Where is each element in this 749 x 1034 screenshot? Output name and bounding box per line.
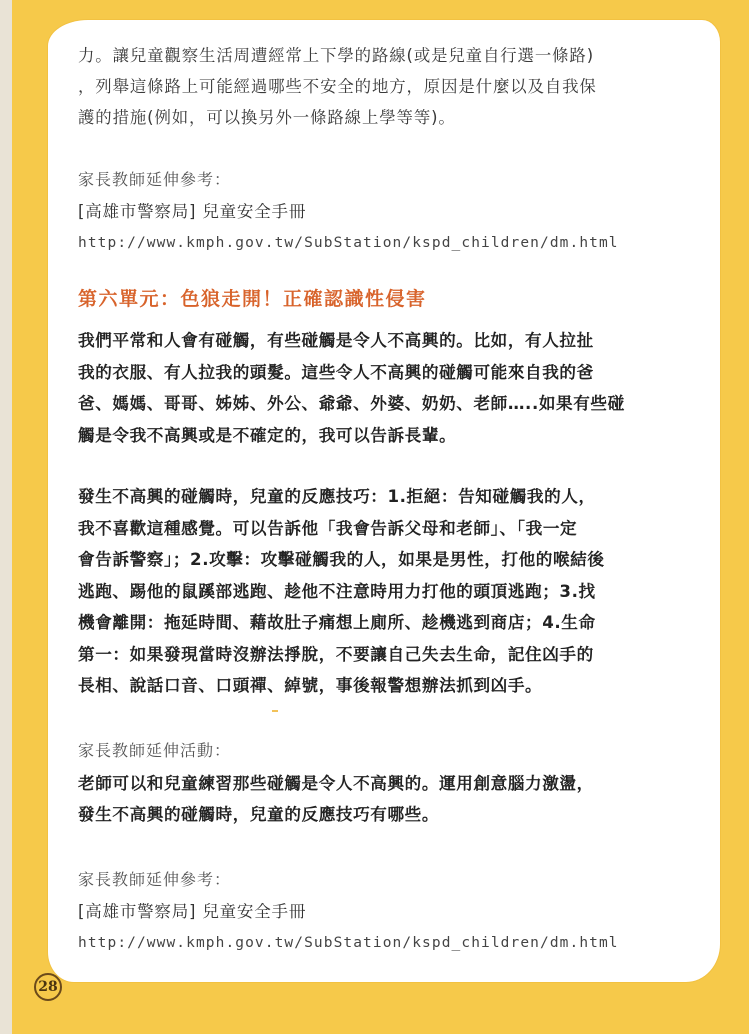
text-line: 長相、說話口音、口頭禪、綽號，事後報警想辦法抓到凶手。 (78, 676, 543, 695)
text-line: 第一：如果發現當時沒辦法掙脫，不要讓自己失去生命，記住凶手的 (78, 644, 594, 664)
text-line: 老師可以和兒童練習那些碰觸是令人不高興的。運用創意腦力激盪， (78, 773, 594, 793)
text-line: 觸是令我不高興或是不確定的，我可以告訴長輩。 (78, 425, 457, 445)
text-line: 我的衣服、有人拉我的頭髮。這些令人不高興的碰觸可能來自我的爸 (78, 362, 594, 382)
text-line: 爸、媽媽、哥哥、姊姊、外公、爺爺、外婆、奶奶、老師…..如果有些碰 (78, 394, 625, 413)
section-paragraph (78, 325, 693, 451)
text-line: 護的措施(例如，可以換另外一條路線上學等等)。 (78, 108, 456, 127)
reference-title: [高雄市警察局] 兒童安全手冊 (78, 901, 307, 921)
reference-url[interactable]: http://www.kmph.gov.tw/SubStation/kspd_children/dm.html (78, 934, 619, 951)
activity-label: 家長教師延伸活動： (78, 740, 232, 760)
reference-url[interactable]: http://www.kmph.gov.tw/SubStation/kspd_children/dm.html (78, 235, 619, 251)
page-edge (0, 0, 12, 1034)
text-line: 我不喜歡這種感覺。可以告訴他「我會告訴父母和老師」、「我一定 (78, 518, 578, 538)
text-line: 我們平常和人會有碰觸，有些碰觸是令人不高興的。比如，有人拉扯 (78, 331, 594, 350)
text-line: 力。讓兒童觀察生活周遭經常上下學的路線(或是兒童自行選一條路) (78, 46, 595, 65)
text-line: 會告訴警察」；2.攻擊：攻擊碰觸我的人，如果是男性，打他的喉結後 (78, 550, 605, 569)
page-content (78, 40, 693, 957)
reference-block (78, 865, 693, 957)
text-line: ，列舉這條路上可能經過哪些不安全的地方，原因是什麼以及自我保 (78, 77, 597, 96)
text-line: 逃跑、踢他的鼠蹊部逃跑、趁他不注意時用力打他的頭頂逃跑；3.找 (78, 581, 596, 601)
reference-label: 家長教師延伸參考： (78, 869, 232, 889)
text-line: 發生不高興的碰觸時，兒童的反應技巧有哪些。 (78, 805, 440, 824)
section-title: 第六單元：色狼走開！正確認識性侵害 (78, 288, 427, 310)
text-line: 發生不高興的碰觸時，兒童的反應技巧：1.拒絕：告知碰觸我的人， (78, 487, 596, 506)
text-line: 機會離開：拖延時間、藉故肚子痛想上廁所、趁機逃到商店；4.生命 (78, 613, 596, 632)
intro-paragraph (78, 40, 693, 133)
activity-block (78, 736, 693, 831)
reference-title: [高雄市警察局] 兒童安全手冊 (78, 202, 307, 221)
page-number: 28 (34, 973, 62, 1001)
reference-label: 家長教師延伸參考： (78, 170, 232, 189)
reference-block (78, 165, 693, 257)
section-paragraph (78, 481, 693, 702)
